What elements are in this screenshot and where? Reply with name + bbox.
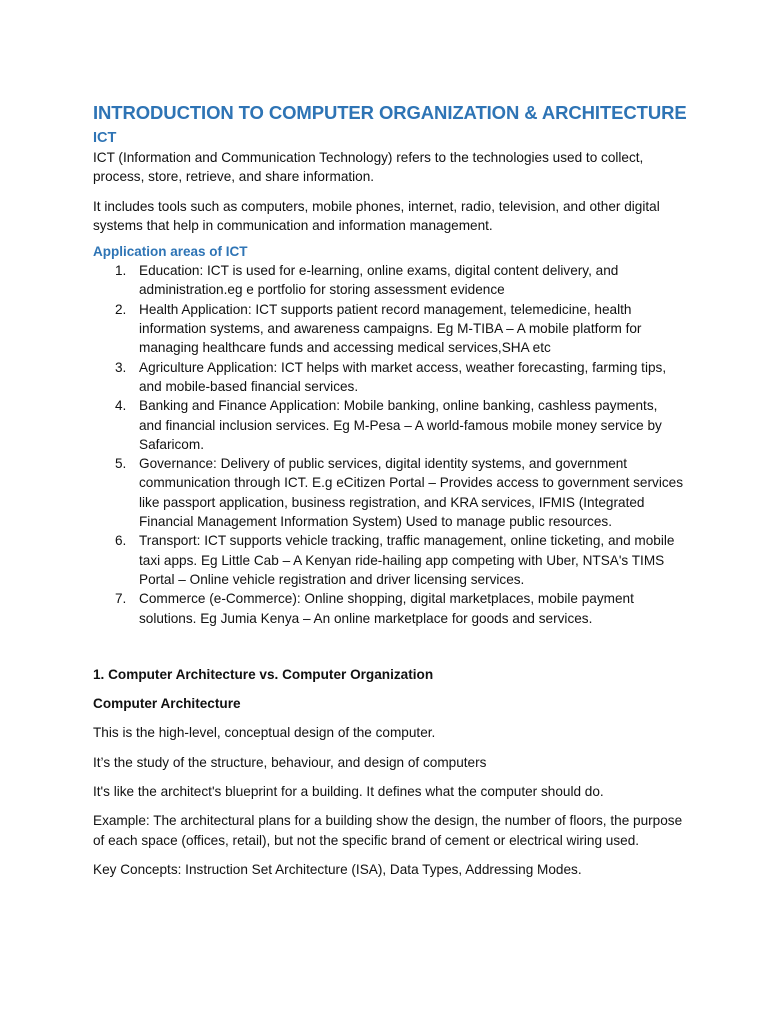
- ict-heading: ICT: [93, 130, 117, 146]
- list-item: [93, 300, 683, 358]
- ict-paragraph-2: It includes tools such as computers, mobile phones, internet, radio, television, and other digital systems that help in communication and information management.: [93, 198, 660, 233]
- architecture-heading: Computer Architecture: [93, 696, 241, 712]
- list-item: [93, 589, 683, 628]
- list-item-text: Agriculture Application: ICT helps with market access, weather forecasting, farming tips, and mobile-based financial services.: [139, 359, 667, 394]
- application-list: [93, 261, 683, 628]
- architecture-paragraph-3: It's like the architect's blueprint for a building. It defines what the computer should do.: [93, 784, 604, 800]
- list-item: [93, 261, 683, 300]
- architecture-paragraph-1: This is the high-level, conceptual design of the computer.: [93, 725, 436, 741]
- list-item-text: Transport: ICT supports vehicle tracking, traffic management, online ticketing, and mobile taxi apps. Eg Little Cab – A Kenyan ride-hailing app competing with Uber, NTSA's TIMS Portal – Online vehicle registration and driver licensing services.: [139, 533, 675, 587]
- list-item-number: 5.: [115, 456, 127, 472]
- architecture-paragraph-2: It’s the study of the structure, behaviour, and design of computers: [93, 754, 487, 770]
- list-item-number: 1.: [115, 263, 127, 279]
- list-item-number: 6.: [115, 533, 127, 549]
- application-areas-heading: Application areas of ICT: [93, 244, 248, 260]
- document-title: INTRODUCTION TO COMPUTER ORGANIZATION & ARCHITECTURE: [93, 102, 687, 123]
- list-item: [93, 531, 683, 589]
- list-item: [93, 454, 683, 531]
- list-item-text: Governance: Delivery of public services, digital identity systems, and government communication through ICT. E.g eCitizen Portal – Provides access to government services like passport application, business registration, and KRA services, IFMIS (Integrated Financial Management Information System) Used to manage public resources.: [139, 456, 683, 530]
- list-item-text: Health Application: ICT supports patient record management, telemedicine, health information systems, and awareness campaigns. Eg M-TIBA – A mobile platform for managing healthcare funds and accessing medical services,SHA etc: [139, 301, 642, 356]
- list-item: [93, 396, 683, 454]
- ict-paragraph-1: ICT (Information and Communication Technology) refers to the technologies used to collect, process, store, retrieve, and share information.: [93, 150, 644, 185]
- list-item-number: 7.: [115, 591, 127, 607]
- list-item: [93, 358, 683, 397]
- section-1-heading: 1. Computer Architecture vs. Computer Organization: [93, 666, 434, 682]
- list-item-text: Education: ICT is used for e-learning, online exams, digital content delivery, and administration.eg e portfolio for storing assessment evidence: [139, 263, 619, 298]
- list-item-text: Commerce (e-Commerce): Online shopping, digital marketplaces, mobile payment solutions. Eg Jumia Kenya – An online marketplace for goods and services.: [139, 591, 634, 626]
- architecture-paragraph-5: Key Concepts: Instruction Set Architecture (ISA), Data Types, Addressing Modes.: [93, 861, 582, 877]
- list-item-number: 4.: [115, 398, 127, 414]
- list-item-number: 3.: [115, 359, 127, 375]
- architecture-paragraph-4: Example: The architectural plans for a building show the design, the number of floors, the purpose of each space (offices, retail), but not the specific brand of cement or electrical wiring used.: [93, 813, 683, 848]
- list-item-text: Banking and Finance Application: Mobile banking, online banking, cashless payments, and financial inclusion services. Eg M-Pesa – A world-famous mobile money service by Safaricom.: [139, 398, 662, 452]
- document-page: [93, 100, 687, 879]
- list-item-number: 2.: [115, 301, 127, 317]
